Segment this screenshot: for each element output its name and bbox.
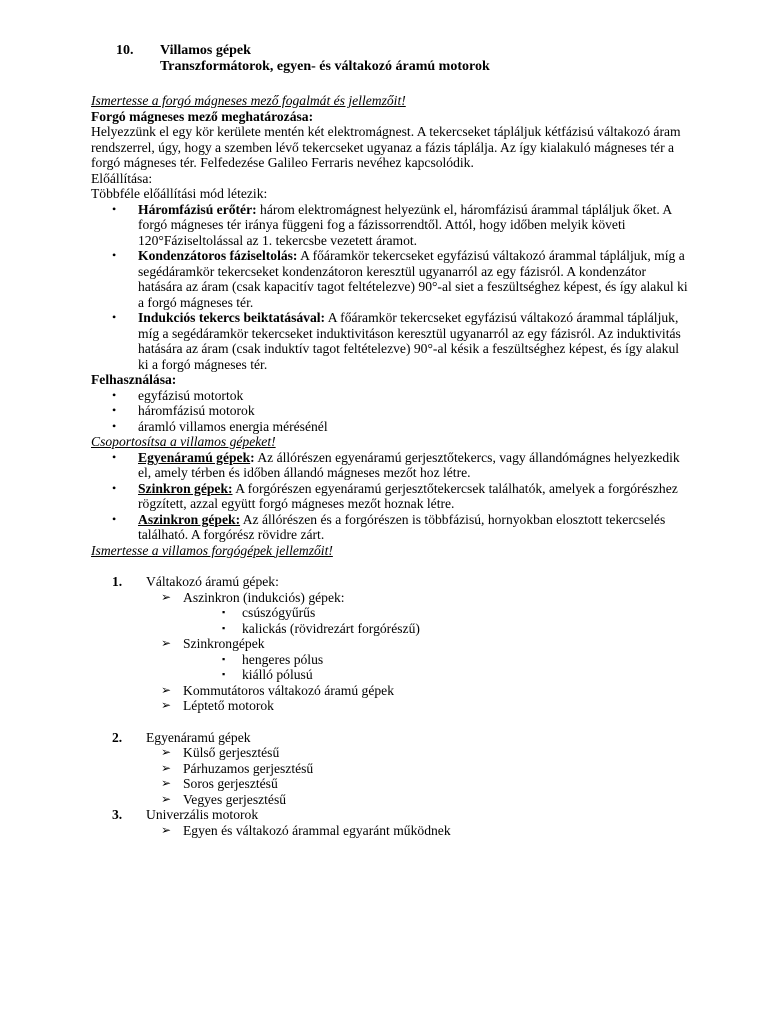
sub-list <box>91 636 691 652</box>
sub-list <box>91 590 691 606</box>
arrow-bullet-icon: ➢ <box>161 698 172 712</box>
sub-label: Párhuzamos gerjesztésű <box>183 760 314 776</box>
section-subtitle: Transzformátorok, egyen- és váltakozó áramú motorok <box>160 59 490 74</box>
outline-number: 1. <box>112 574 123 589</box>
arrow-bullet-icon: ➢ <box>161 589 172 604</box>
production-intro: Többféle előállítási mód létezik: <box>91 186 268 201</box>
definition-text: Helyezzünk el egy kör kerülete mentén két elektromágnest. A tekercseket tápláljuk kétfázisú váltakozó áram rendszerrel, úgy, hogy a szemben lévő tekercseket ugyanaz a fázis táplálja. Az így kialakuló mágneses tér a forgó mágneses tér. Felfedezése Galileo Ferraris nevéhez kapcsolódik. <box>91 124 681 170</box>
sub-list <box>91 745 691 807</box>
list-item <box>91 388 691 404</box>
definition-heading: Forgó mágneses mező meghatározása: <box>91 108 314 124</box>
list-item <box>91 512 691 543</box>
list-item <box>91 667 691 683</box>
list-item <box>91 202 691 249</box>
bullet-icon: • <box>112 248 117 262</box>
list-item <box>91 652 691 668</box>
production-heading: Előállítása: <box>91 170 153 186</box>
sub-label: Aszinkron (indukciós) gépek: <box>183 589 345 605</box>
square-bullet-icon: ▪ <box>222 653 226 664</box>
arrow-bullet-icon: ➢ <box>161 760 172 775</box>
method-term: Kondenzátoros fáziseltolás: <box>138 248 298 263</box>
sub-label: Külső gerjesztésű <box>183 745 280 760</box>
usage-text: egyfázisú motortok <box>138 387 244 403</box>
list-item <box>91 590 691 606</box>
group-term: Egyenáramú gépek <box>138 449 251 465</box>
arrow-bullet-icon: ➢ <box>161 776 172 790</box>
group-term-colon: : <box>250 449 255 465</box>
section-title <box>91 43 691 59</box>
question-grouping: Csoportosítsa a villamos gépeket! <box>91 434 276 449</box>
group-term: Szinkron gépek: <box>138 480 233 496</box>
square-bullet-icon: ▪ <box>222 607 226 617</box>
list-item <box>91 792 691 808</box>
bullet-icon: • <box>112 310 117 324</box>
outline-number: 2. <box>112 729 123 745</box>
square-bullet-icon: ▪ <box>222 669 226 679</box>
bullet-icon: • <box>112 480 117 495</box>
method-text: három elektromágnest helyezünk el, háromfázisú árammal tápláljuk őket. A forgó mágneses tér iránya függeni fog a fázissorrendtől. Attól, hogy időben melyik követi 120°Fáziseltolással az 1. tekercsbe vezetett áramot. <box>138 201 672 248</box>
usage-heading: Felhasználása: <box>91 372 177 387</box>
bullet-icon: • <box>112 418 117 433</box>
sub-sub-list <box>91 605 691 636</box>
question-characteristics: Ismertesse a villamos forgógépek jellemzőit! <box>91 542 333 558</box>
machine-groups-list <box>91 450 691 543</box>
list-item <box>91 310 691 372</box>
sub-list <box>91 683 691 714</box>
section-number: 10. <box>116 43 134 58</box>
method-term: Háromfázisú erőtér: <box>138 201 257 217</box>
sub-sub-label: kiálló pólusú <box>242 667 313 682</box>
bullet-icon: • <box>112 387 117 402</box>
sub-sub-list <box>91 652 691 683</box>
sub-label: Vegyes gerjesztésű <box>183 791 287 807</box>
question-rotating-field: Ismertesse a forgó mágneses mező fogalmát és jellemzőit! <box>91 93 406 108</box>
bullet-icon: • <box>112 449 117 464</box>
section-heading: Villamos gépek <box>160 43 251 58</box>
list-item <box>91 683 691 699</box>
list-item <box>91 605 691 621</box>
group-term: Aszinkron gépek: <box>138 511 241 527</box>
list-item <box>91 450 691 481</box>
outline-label: Univerzális motorok <box>146 807 259 822</box>
method-text: A főáramkör tekercseket egyfázisú váltakozó árammal tápláljuk, míg a segédáramkör tekercseket kondenzátoron keresztül ugyanarról az egy fázisról. A kondenzátor hatására az áram (csak kapacitív tagot feltételezve) 90°-al siet a feszültséghez képest, és így alakul ki a forgó mágneses tér. <box>138 248 688 310</box>
list-item <box>91 761 691 777</box>
sub-sub-label: csúszógyűrűs <box>242 605 316 620</box>
production-methods-list <box>91 202 691 373</box>
arrow-bullet-icon: ➢ <box>161 745 172 759</box>
sub-label: Soros gerjesztésű <box>183 776 278 791</box>
bullet-icon: • <box>112 201 117 216</box>
list-item <box>91 403 691 419</box>
arrow-bullet-icon: ➢ <box>161 822 172 837</box>
sub-label: Léptető motorok <box>183 698 274 713</box>
arrow-bullet-icon: ➢ <box>161 636 172 650</box>
outline-label: Váltakozó áramú gépek: <box>146 574 279 589</box>
list-item <box>91 621 691 637</box>
list-item <box>91 419 691 435</box>
usage-list <box>91 388 691 435</box>
usage-text: áramló villamos energia mérésénél <box>138 418 328 434</box>
method-term: Indukciós tekercs beiktatásával: <box>138 310 326 325</box>
group-text: A forgórészen egyenáramú gerjesztőtekercsek találhatók, amelyek a forgórészhez rögzített, azzal együtt forgó mágneses mezőt hoznak létre. <box>138 480 678 511</box>
group-text: Az állórészen egyenáramú gerjesztőtekercs, vagy állandómágnes helyezkedik el, amely térben és időben állandó mágneses mezőt hoz létre. <box>138 449 680 480</box>
square-bullet-icon: ▪ <box>222 622 226 633</box>
list-item <box>91 776 691 792</box>
outline-number: 3. <box>112 807 123 822</box>
bullet-icon: • <box>112 511 117 526</box>
outline-label: Egyenáramú gépek <box>146 729 251 745</box>
list-item <box>91 745 691 761</box>
sub-sub-label: kalickás (rövidrezárt forgórészű) <box>242 620 420 636</box>
bullet-icon: • <box>112 403 117 417</box>
sub-label: Egyen és váltakozó árammal egyaránt működnek <box>183 822 451 838</box>
list-item <box>91 248 691 310</box>
list-item <box>91 636 691 652</box>
outline-item-3 <box>91 807 691 838</box>
sub-label: Szinkrongépek <box>183 636 265 651</box>
group-text: Az állórészen és a forgórészen is többfázisú, hornyokban elosztott tekercselés található. A forgórész rövidre zárt. <box>138 511 666 542</box>
sub-label: Kommutátoros váltakozó áramú gépek <box>183 682 395 698</box>
outline-item-2 <box>91 730 691 808</box>
list-item <box>91 823 691 839</box>
sub-sub-label: hengeres pólus <box>242 651 324 667</box>
document-page <box>91 43 691 838</box>
arrow-bullet-icon: ➢ <box>161 791 172 806</box>
arrow-bullet-icon: ➢ <box>161 682 172 697</box>
usage-text: háromfázisú motorok <box>138 403 255 418</box>
outline-item-1 <box>91 574 691 714</box>
list-item <box>91 481 691 512</box>
method-text: A főáramkör tekercseket egyfázisú váltakozó árammal tápláljuk, míg a segédáramkör tekercseket induktivitáson keresztül ugyanarról az egy fázisról. Az induktivitás hatására az áram (csak induktív tagot feltételezve) 90°-al késik a feszültséghez képest, és így alakul ki a forgó mágneses tér. <box>138 310 681 372</box>
list-item <box>91 698 691 714</box>
sub-list <box>91 823 691 839</box>
